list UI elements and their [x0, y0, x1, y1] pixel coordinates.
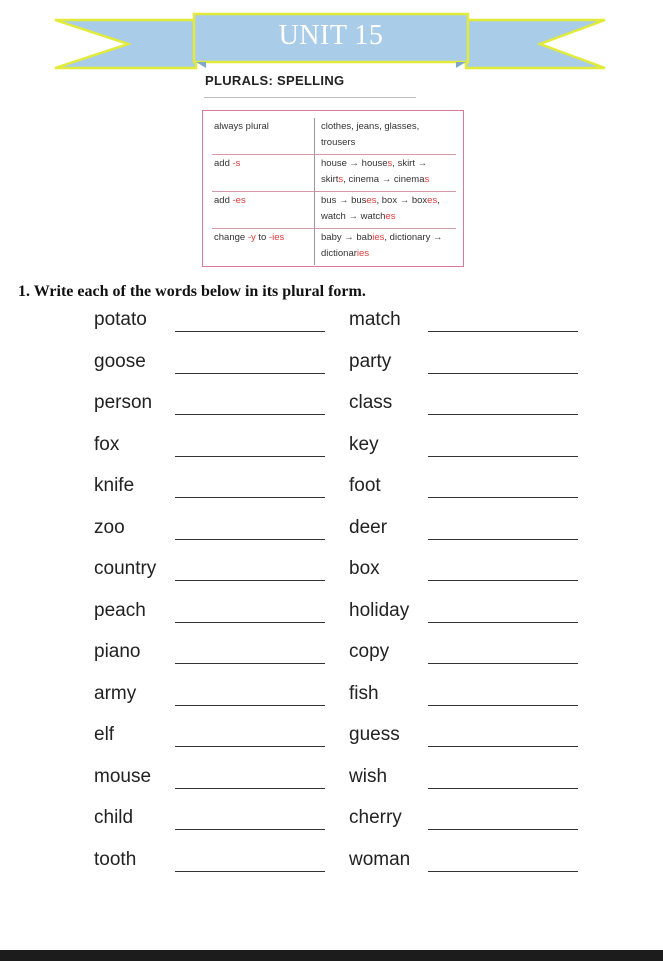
answer-blank[interactable] — [175, 373, 325, 374]
answer-blank[interactable] — [428, 331, 578, 332]
answer-blank[interactable] — [175, 871, 325, 872]
left-word: tooth — [94, 848, 137, 870]
answer-blank[interactable] — [175, 788, 325, 789]
left-word: fox — [94, 433, 120, 455]
left-word: knife — [94, 475, 135, 496]
rule-row — [212, 229, 456, 266]
banner-left-ribbon — [55, 20, 196, 68]
subtitle-divider — [204, 97, 416, 98]
answer-blank[interactable] — [428, 497, 578, 498]
right-word: party — [349, 350, 392, 372]
rule-row — [212, 118, 456, 155]
rule-label: add -es — [212, 192, 315, 229]
answer-blank[interactable] — [175, 746, 325, 747]
right-word: key — [349, 433, 379, 455]
banner-right-ribbon — [466, 20, 605, 68]
left-word: army — [94, 682, 137, 704]
answer-blank[interactable] — [175, 331, 325, 332]
right-word: class — [349, 392, 393, 413]
right-word: fish — [349, 682, 379, 704]
rule-row — [212, 192, 456, 229]
rule-example: baby → babies, dictionary → dictionaries — [315, 229, 457, 266]
right-word: holiday — [349, 599, 410, 621]
answer-blank[interactable] — [175, 539, 325, 540]
rule-row — [212, 155, 456, 192]
answer-blank[interactable] — [428, 829, 578, 830]
right-word: match — [349, 309, 401, 330]
answer-blank[interactable] — [175, 456, 325, 457]
left-word: piano — [94, 641, 141, 662]
right-word: deer — [349, 516, 388, 538]
answer-blank[interactable] — [428, 580, 578, 581]
answer-blank[interactable] — [175, 663, 325, 664]
answer-blank[interactable] — [428, 705, 578, 706]
answer-blank[interactable] — [175, 829, 325, 830]
rule-label: add -s — [212, 155, 315, 192]
answer-blank[interactable] — [175, 705, 325, 706]
right-word: guess — [349, 724, 400, 745]
answer-blank[interactable] — [428, 539, 578, 540]
answer-blank[interactable] — [175, 497, 325, 498]
rule-example: bus → buses, box → boxes, watch → watches — [315, 192, 457, 229]
rule-label: change -y to -ies — [212, 229, 315, 266]
answer-blank[interactable] — [428, 788, 578, 789]
answer-blank[interactable] — [175, 414, 325, 415]
answer-blank[interactable] — [428, 373, 578, 374]
spelling-rules-table — [212, 118, 456, 265]
section-subtitle: PLURALS: SPELLING — [205, 73, 345, 88]
left-word: potato — [94, 309, 147, 330]
answer-blank[interactable] — [175, 580, 325, 581]
left-word: mouse — [94, 765, 152, 787]
answer-blank[interactable] — [428, 871, 578, 872]
exercise-instruction: 1. Write each of the words below in its plural form. — [18, 283, 366, 300]
right-word: woman — [349, 848, 411, 870]
answer-blank[interactable] — [428, 663, 578, 664]
left-word: zoo — [94, 516, 125, 538]
rule-example: house → houses, skirt → skirts, cinema → cinemas — [315, 155, 457, 192]
right-word: foot — [349, 475, 381, 496]
right-word: copy — [349, 641, 390, 662]
answer-blank[interactable] — [428, 622, 578, 623]
left-word: country — [94, 558, 157, 579]
bottom-bar — [0, 950, 663, 961]
answer-blank[interactable] — [428, 456, 578, 457]
rule-example: clothes, jeans, glasses, trousers — [321, 121, 420, 148]
right-word: cherry — [349, 807, 402, 828]
unit-title: UNIT 15 — [278, 20, 384, 51]
left-word: goose — [94, 350, 146, 372]
left-word: person — [94, 392, 153, 413]
answer-blank[interactable] — [428, 414, 578, 415]
rule-label: always plural — [212, 118, 315, 155]
left-word: peach — [94, 599, 146, 621]
spelling-rules-box — [202, 110, 464, 267]
answer-blank[interactable] — [428, 746, 578, 747]
left-word: child — [94, 807, 134, 828]
right-word: wish — [349, 765, 388, 787]
right-word: box — [349, 558, 380, 579]
answer-blank[interactable] — [175, 622, 325, 623]
left-word: elf — [94, 724, 115, 745]
